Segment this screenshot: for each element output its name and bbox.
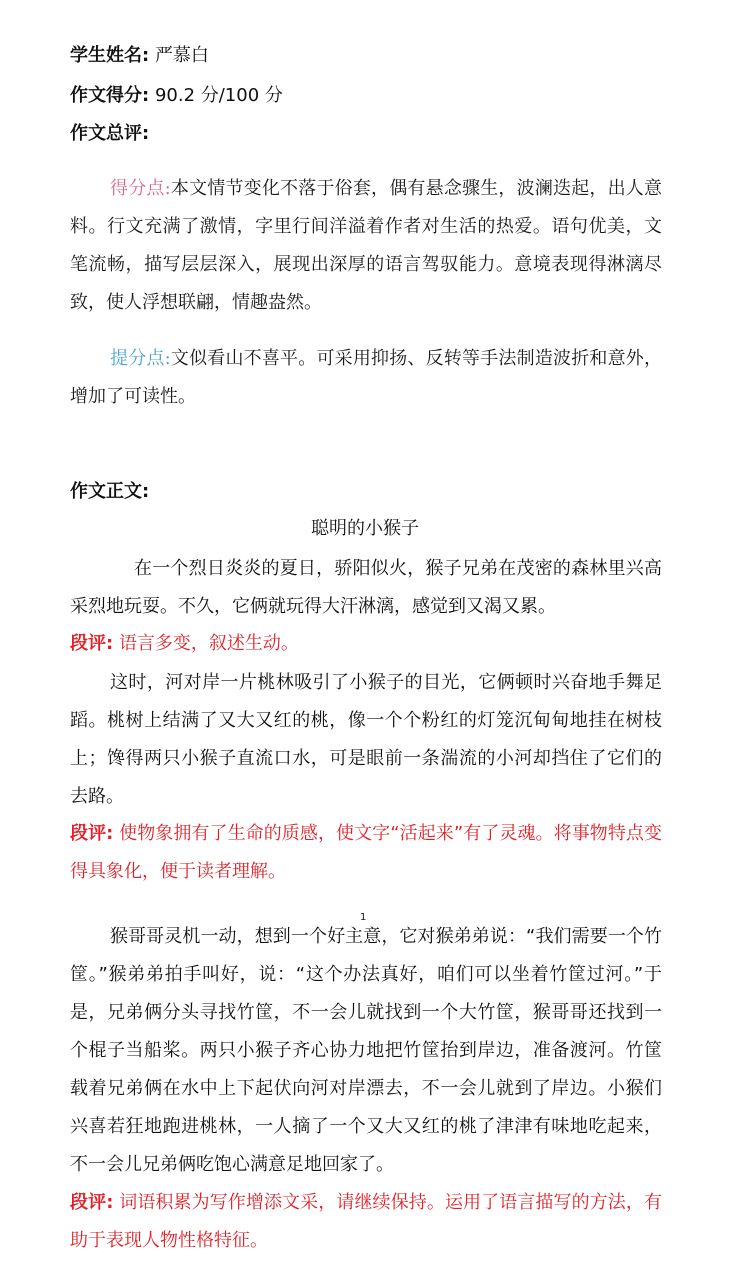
comment-label: 段评: xyxy=(70,1192,114,1213)
score-label: 作文得分: xyxy=(70,85,150,106)
essay-paragraph-text: 在一个烈日炎炎的夏日，骄阳似火，猴子兄弟在茂密的森林里兴高采烈地玩耍。不久，它俩就玩得大汗淋漓，感觉到又渴又累。 xyxy=(70,558,662,617)
strength-label: 得分点: xyxy=(110,178,171,199)
score-value: 90.2 分/100 分 xyxy=(154,85,283,106)
student-name-label: 学生姓名: xyxy=(70,45,150,66)
essay-heading xyxy=(70,480,149,504)
strength-text: 本文情节变化不落于俗套，偶有悬念骤生，波澜迭起，出人意料。行文充满了激情，字里行间洋溢着作者对生活的热爱。语句优美，文笔流畅，描写层层深入，展现出深厚的语言驾驭能力。意境表现得淋漓尽致，使人浮想联翩，情趣盎然。 xyxy=(70,178,662,313)
strength-paragraph xyxy=(70,170,662,322)
essay-paragraph xyxy=(70,550,662,626)
essay-paragraph xyxy=(70,664,662,816)
student-name-value: 严慕白 xyxy=(154,45,209,66)
comment-label: 段评: xyxy=(70,633,114,654)
essay-paragraph-text: 这时，河对岸一片桃林吸引了小猴子的目光，它俩顿时兴奋地手舞足蹈。桃树上结满了又大又红的桃，像一个个粉红的灯笼沉甸甸地挂在树枝上；馋得两只小猴子直流口水，可是眼前一条湍流的小河却挡住了它们的去路。 xyxy=(70,672,662,807)
paragraph-comment xyxy=(70,815,662,891)
improve-paragraph xyxy=(70,340,662,416)
page-number: 1 xyxy=(360,912,367,923)
essay-paragraph-text: 猴哥哥灵机一动，想到一个好主意，它对猴弟弟说：“我们需要一个竹筐。”猴弟弟拍手叫好，说：“这个办法真好，咱们可以坐着竹筐过河。”于是，兄弟俩分头寻找竹筐，不一会儿就找到一个大竹筐，猴哥哥还找到一个棍子当船桨。两只小猴子齐心协力地把竹筐抬到岸边，准备渡河。竹筐载着兄弟俩在水中上下起伏向河对岸漂去，不一会儿就到了岸边。小猴们兴喜若狂地跑进桃林，一人摘了一个又大又红的桃了津津有味地吃起来，不一会儿兄弟俩吃饱心满意足地回家了。 xyxy=(70,926,662,1175)
essay-paragraph xyxy=(70,918,662,1184)
comment-text: 语言多变，叙述生动。 xyxy=(118,633,299,654)
review-label: 作文总评: xyxy=(70,123,150,144)
comment-text: 使物象拥有了生命的质感，使文字“活起来”有了灵魂。将事物特点变得具象化，便于读者理解。 xyxy=(70,823,662,882)
essay-title: 聪明的小猴子 xyxy=(311,518,419,539)
student-name-line xyxy=(70,44,209,68)
essay-section-label: 作文正文: xyxy=(70,481,150,502)
comment-text: 词语积累为写作增添文采，请继续保持。运用了语言描写的方法，有助于表现人物性格特征。 xyxy=(70,1192,662,1251)
score-line xyxy=(70,84,283,108)
review-heading xyxy=(70,122,149,146)
improve-label: 提分点: xyxy=(110,348,171,369)
improve-text: 文似看山不喜平。可采用抑扬、反转等手法制造波折和意外，增加了可读性。 xyxy=(70,348,662,407)
paragraph-comment xyxy=(70,1184,662,1260)
comment-label: 段评: xyxy=(70,823,114,844)
paragraph-comment xyxy=(70,625,662,663)
